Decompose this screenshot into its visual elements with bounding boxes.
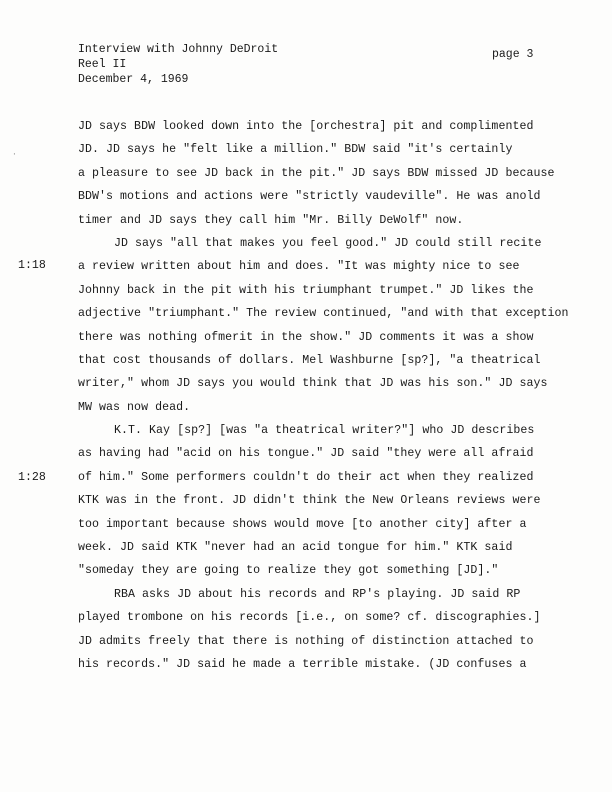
- text-line: week. JD said KTK "never had an acid tongue for him." KTK said: [78, 541, 513, 555]
- document-header: [78, 42, 278, 87]
- text-line: RBA asks JD about his records and RP's playing. JD said RP: [114, 587, 521, 601]
- text-line: timer and JD says they call him "Mr. Billy DeWolf" now.: [78, 213, 464, 227]
- text-line: JD admits freely that there is nothing of distinction attached to: [78, 634, 534, 648]
- timestamp-1-28: 1:28: [18, 471, 46, 484]
- text-line: writer," whom JD says you would think that JD was his son." JD says: [78, 377, 548, 391]
- text-line: of him." Some performers couldn't do their act when they realized: [78, 470, 534, 484]
- text-line: too important because shows would move [to another city] after a: [78, 517, 527, 531]
- text-line: Johnny back in the pit with his triumphant trumpet." JD likes the: [78, 283, 534, 297]
- text-line: JD. JD says he "felt like a million." BDW said "it's certainly: [78, 143, 513, 157]
- margin-mark: ·: [12, 150, 17, 159]
- text-line: as having had "acid on his tongue." JD said "they were all afraid: [78, 447, 534, 461]
- text-line: a pleasure to see JD back in the pit." JD says BDW missed JD because: [78, 166, 555, 180]
- text-line: KTK was in the front. JD didn't think the New Orleans reviews were: [78, 494, 541, 508]
- text-line: adjective "triumphant." The review continued, "and with that exception: [78, 307, 569, 321]
- page-number: page 3: [492, 48, 534, 61]
- text-line: played trombone on his records [i.e., on some? cf. discographies.]: [78, 611, 541, 625]
- text-line: K.T. Kay [sp?] [was "a theatrical writer?"] who JD describes: [114, 424, 535, 438]
- text-line: JD says BDW looked down into the [orchestra] pit and complimented: [78, 120, 534, 133]
- transcript-body: [78, 115, 598, 676]
- text-line: BDW's motions and actions were "strictly vaudeville". He was anold: [78, 190, 541, 204]
- text-line: JD says "all that makes you feel good." JD could still recite: [114, 236, 542, 250]
- header-title: Interview with Johnny DeDroit: [78, 43, 279, 56]
- text-line: MW was now dead.: [78, 400, 191, 414]
- text-line: there was nothing ofmerit in the show." JD comments it was a show: [78, 330, 534, 344]
- timestamp-1-18: 1:18: [18, 259, 46, 272]
- text-line: his records." JD said he made a terrible mistake. (JD confuses a: [78, 657, 527, 671]
- header-reel: Reel II: [78, 58, 127, 71]
- text-line: that cost thousands of dollars. Mel Washburne [sp?], "a theatrical: [78, 353, 541, 367]
- text-line: a review written about him and does. "It was mighty nice to see: [78, 260, 520, 274]
- text-line: "someday they are going to realize they got something [JD].": [78, 564, 499, 578]
- header-date: December 4, 1969: [78, 73, 189, 86]
